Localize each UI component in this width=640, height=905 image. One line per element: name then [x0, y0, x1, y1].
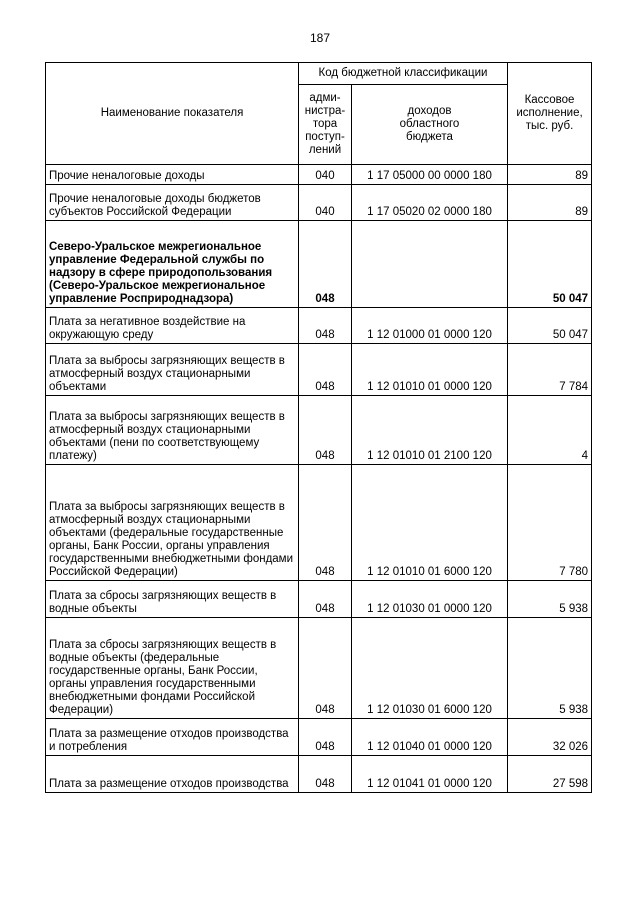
row-administrator-code: 048: [299, 756, 352, 793]
header-execution: Кассовое исполнение, тыс. руб.: [508, 63, 592, 165]
table-row: [46, 465, 592, 581]
table-row: [46, 719, 592, 756]
header-administrator: адми- нистра- тора поступ- лений: [299, 85, 352, 165]
row-administrator-code: 040: [299, 185, 352, 221]
table-row: [46, 756, 592, 793]
row-administrator-code: 048: [299, 344, 352, 396]
row-name: Плата за выбросы загрязняющих веществ в атмосферный воздух стационарными объектами (федеральные государственные органы, Банк России, органы управления государственными внебюджетными фондами Российской Федерации): [46, 465, 299, 581]
budget-table: [45, 62, 592, 793]
row-classification-code: 1 12 01010 01 6000 120: [352, 465, 508, 581]
table-row: [46, 308, 592, 344]
row-administrator-code: 048: [299, 308, 352, 344]
row-administrator-code: 048: [299, 581, 352, 618]
row-administrator-code: 048: [299, 465, 352, 581]
table-row: [46, 185, 592, 221]
table-row: [46, 221, 592, 308]
row-classification-code: 1 17 05000 00 0000 180: [352, 165, 508, 185]
row-name: Прочие неналоговые доходы: [46, 165, 299, 185]
row-name: Плата за выбросы загрязняющих веществ в атмосферный воздух стационарными объектами: [46, 344, 299, 396]
row-name: Северо-Уральское межрегиональное управление Федеральной службы по надзору в сфере природопользования (Северо-Уральское межрегиональное управление Росприроднадзора): [46, 221, 299, 308]
row-classification-code: 1 12 01010 01 0000 120: [352, 344, 508, 396]
row-administrator-code: 040: [299, 165, 352, 185]
row-amount: 89: [508, 165, 592, 185]
row-classification-code: 1 12 01030 01 6000 120: [352, 618, 508, 719]
row-amount: 50 047: [508, 308, 592, 344]
row-classification-code: 1 12 01041 01 0000 120: [352, 756, 508, 793]
row-administrator-code: 048: [299, 221, 352, 308]
row-classification-code: 1 12 01040 01 0000 120: [352, 719, 508, 756]
table-row: [46, 396, 592, 465]
row-classification-code: 1 12 01030 01 0000 120: [352, 581, 508, 618]
row-amount: 5 938: [508, 581, 592, 618]
table-row: [46, 165, 592, 185]
table-row: [46, 581, 592, 618]
row-name: Плата за размещение отходов производства: [46, 756, 299, 793]
row-amount: 89: [508, 185, 592, 221]
table-row: [46, 344, 592, 396]
row-classification-code: 1 12 01000 01 0000 120: [352, 308, 508, 344]
header-name: Наименование показателя: [46, 63, 299, 165]
row-classification-code: 1 17 05020 02 0000 180: [352, 185, 508, 221]
row-name: Прочие неналоговые доходы бюджетов субъектов Российской Федерации: [46, 185, 299, 221]
row-administrator-code: 048: [299, 618, 352, 719]
row-administrator-code: 048: [299, 396, 352, 465]
row-name: Плата за выбросы загрязняющих веществ в атмосферный воздух стационарными объектами (пени по соответствующему платежу): [46, 396, 299, 465]
row-name: Плата за сбросы загрязняющих веществ в водные объекты (федеральные государственные органы, Банк России, органы управления государственными внебюджетными фондами Российской Федерации): [46, 618, 299, 719]
row-classification-code: [352, 221, 508, 308]
table-row: [46, 618, 592, 719]
row-amount: 7 784: [508, 344, 592, 396]
row-amount: 32 026: [508, 719, 592, 756]
row-name: Плата за негативное воздействие на окружающую среду: [46, 308, 299, 344]
header-classification: Код бюджетной классификации: [299, 63, 508, 85]
row-administrator-code: 048: [299, 719, 352, 756]
row-amount: 7 780: [508, 465, 592, 581]
table-body: [46, 165, 592, 793]
row-name: Плата за сбросы загрязняющих веществ в водные объекты: [46, 581, 299, 618]
row-amount: 50 047: [508, 221, 592, 308]
header-revenue: доходов областного бюджета: [352, 85, 508, 165]
row-name: Плата за размещение отходов производства и потребления: [46, 719, 299, 756]
row-amount: 5 938: [508, 618, 592, 719]
row-amount: 27 598: [508, 756, 592, 793]
row-classification-code: 1 12 01010 01 2100 120: [352, 396, 508, 465]
page-number: 187: [309, 31, 331, 45]
row-amount: 4: [508, 396, 592, 465]
